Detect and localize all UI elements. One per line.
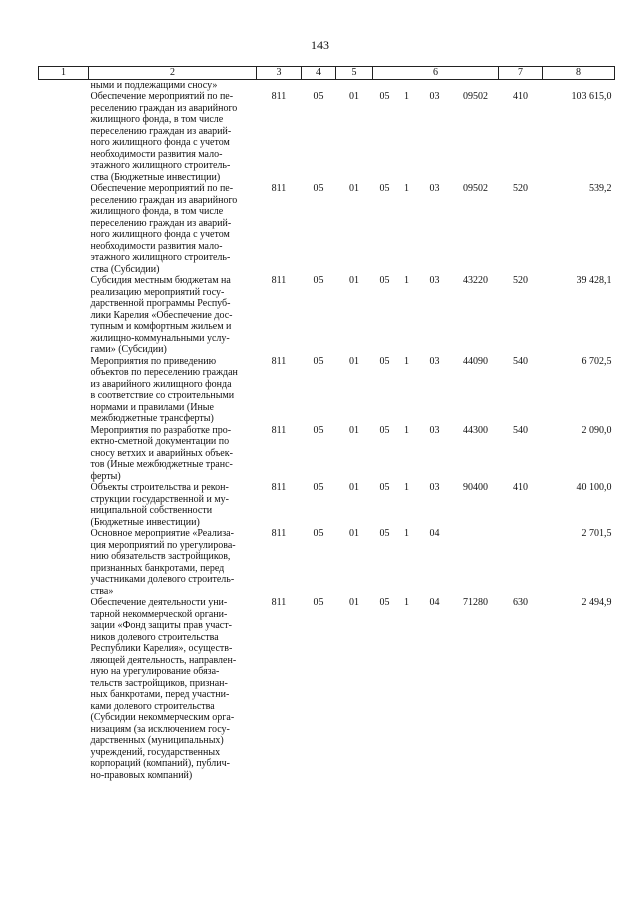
name-line: межбюджетные трансферты) [90, 413, 214, 424]
cell-col8: 39 428,1 [576, 275, 612, 286]
name-line: Обеспечение мероприятий по пе- [90, 183, 234, 194]
col-header-8: 8 [543, 67, 615, 80]
cell-col6-part1: 05 [379, 597, 390, 608]
table-row [39, 356, 615, 425]
name-line: лики Карелия «Обеспечение дос- [90, 309, 233, 321]
name-line: этажного жилищного строитель- [90, 160, 231, 171]
name-line: Основное мероприятие «Реализа- [90, 528, 234, 539]
name-line: этажного жилищного строитель- [90, 252, 231, 263]
name-line: реселению граждан из аварийного [90, 102, 238, 114]
cell-col7: 410 [513, 482, 528, 493]
cell-name [89, 356, 257, 425]
cell-col6-part3: 03 [429, 91, 440, 102]
name-line: жилищного фонда, в том числе [90, 114, 224, 125]
cell-col5: 01 [349, 275, 359, 286]
name-line: участниками долевого строитель- [90, 574, 235, 585]
col-header-1: 1 [39, 67, 89, 80]
cell-name [89, 91, 257, 183]
name-line: дарственных (муниципальных) [90, 735, 224, 746]
cell-col6-part4: 43220 [463, 275, 488, 286]
cell-col5: 01 [349, 183, 359, 194]
name-line: ного жилищного фонда с учетом [90, 137, 230, 148]
cell-col1 [39, 183, 89, 275]
table-row [39, 275, 615, 356]
col-header-5: 5 [336, 67, 373, 80]
cell-col6-part4 [453, 528, 499, 597]
name-line: необходимости развития мало- [90, 240, 223, 252]
cell-col1 [39, 425, 89, 483]
name-line: нию обязательств застройщиков, [90, 551, 231, 562]
cell-col3: 811 [271, 482, 287, 493]
cell-col4: 05 [313, 275, 324, 286]
cell-col8: 2 090,0 [581, 424, 612, 436]
name-line: (Бюджетные инвестиции) [90, 516, 200, 528]
cell-col1 [39, 356, 89, 425]
cell-col6-part4: 44090 [463, 355, 488, 367]
cell-col6-part3: 03 [429, 183, 440, 194]
cell-col1 [39, 597, 89, 781]
name-line: Мероприятия по разработке про- [90, 424, 232, 436]
cell-col6-part2: 1 [404, 482, 409, 493]
cell-name [89, 597, 257, 781]
name-line: объектов по переселению граждан [90, 367, 238, 378]
cell-col6-part3: 03 [429, 482, 440, 493]
cell-col8: 103 615,0 [571, 91, 612, 102]
cell-col7 [499, 528, 543, 597]
name-line: переселению граждан из аварий- [90, 217, 232, 229]
cell-col3: 811 [271, 528, 287, 539]
name-line: ляющей деятельность, направлен- [90, 654, 237, 666]
name-line: ками долевого строительства [90, 700, 215, 712]
name-line: низациям (за исключением госу- [90, 723, 230, 735]
col-header-7: 7 [499, 67, 543, 80]
cell-col6-part2: 1 [404, 183, 409, 194]
cell-name [89, 425, 257, 483]
table-row [39, 528, 615, 597]
name-line: ектно-сметной документации по [90, 436, 230, 447]
cell-col6-part1: 05 [379, 355, 390, 367]
name-line: ную на урегулирование обяза- [90, 666, 220, 677]
cell-col6-part4: 71280 [463, 597, 488, 608]
cell-col8: 40 100,0 [576, 482, 612, 493]
cell-col1 [39, 275, 89, 356]
name-line: необходимости развития мало- [90, 148, 223, 160]
budget-table [38, 66, 615, 781]
table-row [39, 183, 615, 275]
name-line: ных банкротами, перед участни- [90, 689, 230, 700]
cell-col6-part2: 1 [404, 528, 409, 539]
cell-col7: 520 [513, 183, 528, 194]
name-line: жилищно-коммунальными услу- [90, 332, 230, 344]
cell-col6-part3: 04 [429, 528, 440, 539]
cell-col6-part1: 05 [379, 91, 390, 102]
cell-name [89, 275, 257, 356]
name-line: из аварийного жилищного фонда [90, 378, 232, 390]
name-line: ного жилищного фонда с учетом [90, 229, 230, 240]
name-line: ция мероприятий по урегулирова- [90, 539, 236, 551]
cell-col1 [39, 91, 89, 183]
name-line: тарной некоммерческой органи- [90, 608, 228, 620]
cell-col5: 01 [349, 528, 359, 539]
name-line: ников долевого строительства [90, 631, 219, 643]
cell-col3: 811 [271, 597, 287, 608]
cell-col7: 630 [513, 597, 528, 608]
table-row [39, 482, 615, 528]
table-row [39, 91, 615, 183]
name-line: Обеспечение деятельности уни- [90, 597, 228, 608]
name-line: тупным и комфортным жильем и [90, 321, 232, 332]
cell-col6-part1: 05 [379, 275, 390, 286]
cell-col1 [39, 528, 89, 597]
name-line: зации «Фонд защиты прав участ- [90, 620, 232, 631]
name-line: Мероприятия по приведению [90, 355, 217, 367]
cell-col8: 2 701,5 [581, 528, 612, 539]
cell-col4: 05 [313, 482, 324, 493]
cell-col6-part1: 05 [379, 424, 390, 436]
name-line: тов (Иные межбюджетные транс- [90, 459, 233, 470]
name-line: реализацию мероприятий госу- [90, 286, 225, 298]
header-row [39, 67, 615, 80]
name-line: нормами и правилами (Иные [90, 401, 214, 413]
cell-col6-part4: 44300 [463, 424, 488, 436]
name-line: тельств застройщиков, признан- [90, 677, 228, 689]
cell-col5: 01 [349, 91, 359, 102]
cell-col6-part3: 04 [429, 597, 440, 608]
cell-col3: 811 [271, 275, 287, 286]
cell-col6-part3: 03 [429, 275, 440, 286]
name-line: Субсидия местным бюджетам на [90, 275, 231, 286]
cell-col4: 05 [313, 91, 324, 102]
name-line: переселению граждан из аварий- [90, 125, 232, 137]
cell-col3: 811 [271, 183, 287, 194]
name-line: гами» (Субсидии) [90, 344, 167, 355]
cell-name [89, 482, 257, 528]
name-line: признанных банкротами, перед [90, 562, 225, 574]
name-line: Обеспечение мероприятий по пе- [90, 91, 234, 102]
name-line: ферты) [90, 470, 121, 482]
cell-col4: 05 [313, 183, 324, 194]
cell-col6-part2: 1 [404, 424, 409, 436]
cell-col5: 01 [349, 424, 359, 436]
name-line: в соответствие со строительными [90, 390, 235, 401]
cell-col8: 2 494,9 [581, 597, 612, 608]
cell-col6-part1: 05 [379, 482, 390, 493]
cell-col6-part4: 09502 [463, 183, 488, 194]
cell-col6-part3: 03 [429, 424, 440, 436]
cell-col4: 05 [313, 597, 324, 608]
page-number: 143 [311, 38, 329, 52]
name-line: ства» [90, 585, 114, 597]
cell-col6-part4: 90400 [463, 482, 488, 493]
name-line: корпораций (компаний), публич- [90, 758, 230, 769]
cell-col7: 520 [513, 275, 528, 286]
name-line: струкции государственной и му- [90, 493, 229, 505]
col-header-4: 4 [302, 67, 336, 80]
cell-name [89, 183, 257, 275]
name-line: но-правовых компаний) [90, 769, 193, 781]
name-line: учреждений, государственных [90, 746, 221, 758]
name-line: реселению граждан из аварийного [90, 194, 238, 206]
col-header-2: 2 [89, 67, 257, 80]
cell-col3: 811 [271, 424, 287, 436]
col-header-6: 6 [373, 67, 499, 80]
cell-col7: 540 [513, 424, 528, 436]
cell-col4: 05 [313, 528, 324, 539]
cell-col6-part2: 1 [404, 91, 409, 102]
cell-col6-part1: 05 [379, 528, 390, 539]
cell-col4: 05 [313, 424, 324, 436]
cell-col5: 01 [349, 597, 359, 608]
name-line: Республики Карелия», осуществ- [90, 643, 233, 654]
cell-col6-part2: 1 [404, 355, 409, 367]
cell-col8: 539,2 [589, 183, 612, 194]
cell-col7: 540 [513, 355, 528, 367]
name-line: дарственной программы Респуб- [90, 298, 231, 309]
cell-col3: 811 [271, 355, 287, 367]
name-line: сносу ветхих и аварийных объек- [90, 447, 233, 459]
cell-col3: 811 [271, 91, 287, 102]
name-line: (Субсидии некоммерческим орга- [90, 712, 235, 723]
cell-col7: 410 [513, 91, 528, 102]
continuation-row [39, 79, 615, 91]
cell-col4: 05 [313, 355, 324, 367]
name-line: жилищного фонда, в том числе [90, 206, 224, 217]
cell-col5: 01 [349, 355, 359, 367]
table-row [39, 425, 615, 483]
name-line: ства (Бюджетные инвестиции) [90, 171, 221, 183]
name-line: Объекты строительства и рекон- [90, 482, 229, 493]
cell-col1 [39, 482, 89, 528]
continuation-text: ными и подлежащими сносу» [90, 79, 218, 91]
cell-col6-part2: 1 [404, 275, 409, 286]
table-row [39, 597, 615, 781]
name-line: ниципальной собственности [90, 505, 213, 516]
cell-col6-part3: 03 [429, 355, 440, 367]
cell-col6-part4: 09502 [463, 91, 488, 102]
name-line: ства (Субсидии) [90, 263, 160, 275]
cell-col8: 6 702,5 [581, 355, 612, 367]
cell-name [89, 528, 257, 597]
cell-col6-part1: 05 [379, 183, 390, 194]
cell-col6-part2: 1 [404, 597, 409, 608]
col-header-3: 3 [257, 67, 302, 80]
cell-col5: 01 [349, 482, 359, 493]
